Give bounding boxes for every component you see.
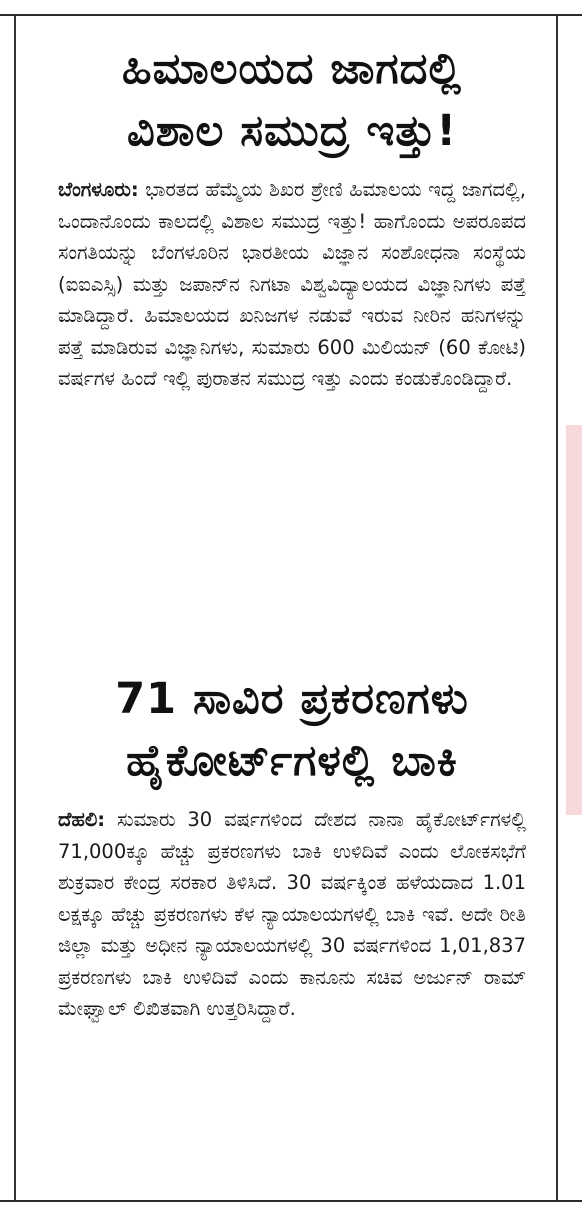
- dateline: ದೆಹಲಿ:: [58, 808, 106, 831]
- article-headline: [58, 668, 526, 792]
- article-text: ಸುಮಾರು 30 ವರ್ಷಗಳಿಂದ ದೇಶದ ನಾನಾ ಹೈಕೋರ್ಟ್‌ಗಳಲ್ಲಿ 71,000ಕ್ಕೂ ಹೆಚ್ಚು ಪ್ರಕರಣಗಳು ಬಾಕಿ ಉಳಿದಿವೆ ಎಂದು ಲೋಕಸಭೆಗೆ ಶುಕ್ರವಾರ ಕೇಂದ್ರ ಸರಕಾರ ತಿಳಿಸಿದೆ. 30 ವರ್ಷಕ್ಕಿಂತ ಹಳೆಯದಾದ 1.01 ಲಕ್ಷಕ್ಕೂ ಹೆಚ್ಚು ಪ್ರಕರಣಗಳು ಕೆಳ ನ್ಯಾಯಾಲಯಗಳಲ್ಲಿ ಬಾಕಿ ಇವೆ. ಅದೇ ರೀತಿ ಜಿಲ್ಲಾ ಮತ್ತು ಅಧೀನ ನ್ಯಾಯಾಲಯಗಳಲ್ಲಿ 30 ವರ್ಷಗಳಿಂದ 1,01,837 ಪ್ರಕರಣಗಳು ಬಾಕಿ ಉಳಿದಿವೆ ಎಂದು ಕಾನೂನು ಸಚಿವ ಅರ್ಜುನ್ ರಾಮ್ ಮೇಘ್ವಾಲ್ ಲಿಖಿತವಾಗಿ ಉತ್ತರಿಸಿದ್ದಾರೆ.: [58, 808, 526, 1020]
- article-headline: [58, 38, 526, 162]
- article-body: [58, 804, 526, 1025]
- headline-line-2: ಹೈಕೋರ್ಟ್‌ಗಳಲ್ಲಿ ಬಾಕಿ: [126, 736, 458, 786]
- headline-line-2: ವಿಶಾಲ ಸಮುದ್ರ ಇತ್ತು!: [126, 106, 458, 156]
- news-article-high-courts: [58, 668, 526, 1025]
- headline-line-1: 71 ಸಾವಿರ ಪ್ರಕರಣಗಳು: [115, 674, 469, 724]
- dateline: ಬೆಂಗಳೂರು:: [58, 178, 139, 201]
- article-body: [58, 174, 526, 395]
- news-article-himalaya: [58, 38, 526, 395]
- top-column-rule: [0, 14, 582, 16]
- right-column-rule: [556, 16, 558, 1200]
- adjacent-column-tint: [566, 425, 582, 815]
- bottom-column-rule: [0, 1200, 582, 1202]
- left-column-rule: [14, 16, 16, 1200]
- headline-line-1: ಹಿಮಾಲಯದ ಜಾಗದಲ್ಲಿ: [122, 44, 462, 94]
- article-text: ಭಾರತದ ಹೆಮ್ಮೆಯ ಶಿಖರ ಶ್ರೇಣಿ ಹಿಮಾಲಯ ಇದ್ದ ಜಾಗದಲ್ಲಿ, ಒಂದಾನೊಂದು ಕಾಲದಲ್ಲಿ ವಿಶಾಲ ಸಮುದ್ರ ಇತ್ತು! ಹಾಗೊಂದು ಅಪರೂಪದ ಸಂಗತಿಯನ್ನು ಬೆಂಗಳೂರಿನ ಭಾರತೀಯ ವಿಜ್ಞಾನ ಸಂಶೋಧನಾ ಸಂಸ್ಥೆಯ (ಐಐಎಸ್ಸಿ) ಮತ್ತು ಜಪಾನ್‌ನ ನಿಗಟಾ ವಿಶ್ವವಿದ್ಯಾಲಯದ ವಿಜ್ಞಾನಿಗಳು ಪತ್ತೆ ಮಾಡಿದ್ದಾರೆ. ಹಿಮಾಲಯದ ಖನಿಜಗಳ ನಡುವೆ ಇರುವ ನೀರಿನ ಹನಿಗಳನ್ನು ಪತ್ತೆ ಮಾಡಿರುವ ವಿಜ್ಞಾನಿಗಳು, ಸುಮಾರು 600 ಮಿಲಿಯನ್ (60 ಕೋಟಿ) ವರ್ಷಗಳ ಹಿಂದೆ ಇಲ್ಲಿ ಪುರಾತನ ಸಮುದ್ರ ಇತ್ತು ಎಂದು ಕಂಡುಕೊಂಡಿದ್ದಾರೆ.: [58, 178, 526, 390]
